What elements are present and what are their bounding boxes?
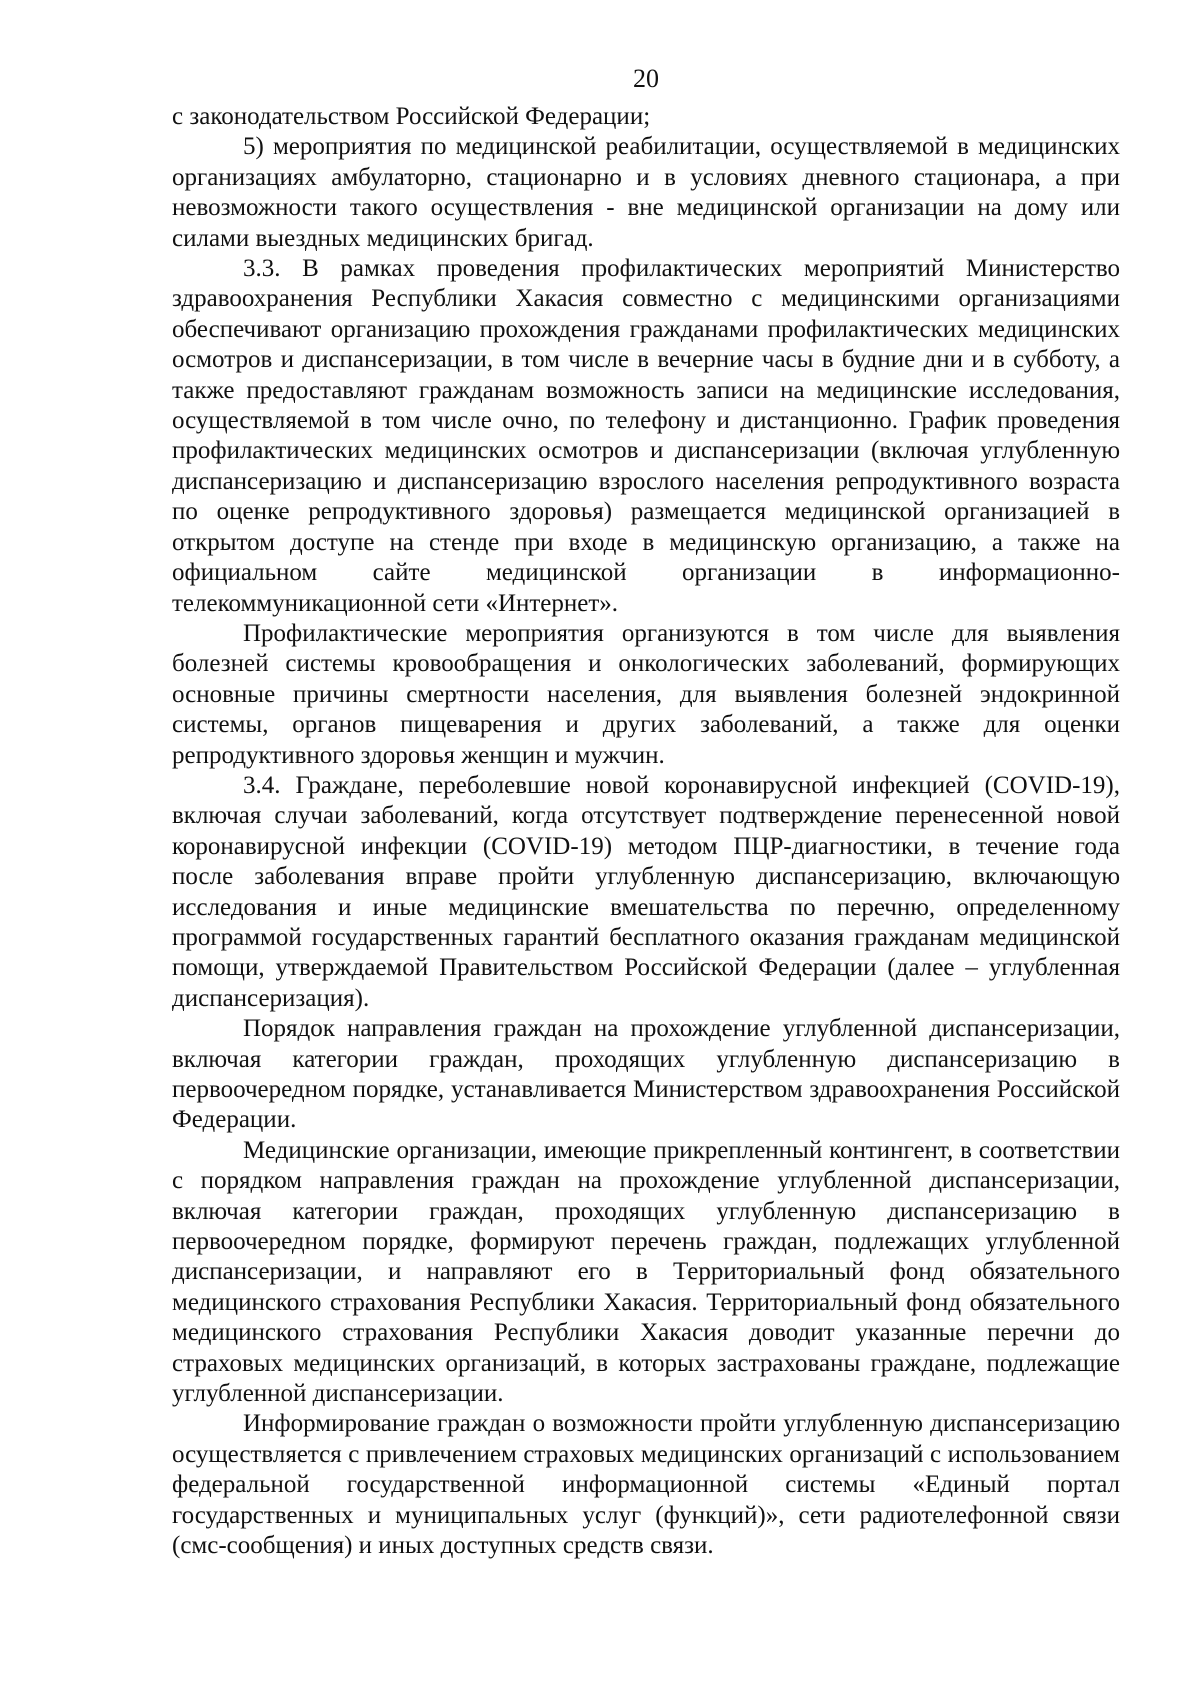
paragraph-informing-citizens: Информирование граждан о возможности пройти углубленную диспансеризацию осуществляется с привлечением страховых медицинских организаций с использованием федеральной государственной информационной системы «Единый портал государственных и муниципальных услуг (функций)», сети радиотелефонной связи (смс-сообщения) и иных доступных средств связи. <box>172 1410 1120 1560</box>
paragraph-preventive-measures: Профилактические мероприятия организуются в том числе для выявления болезней системы кровообращения и онкологических заболеваний, формирующих основные причины смертности населения, для выявления болезней эндокринной системы, органов пищеварения и других заболеваний, а также для оценки репродуктивного здоровья женщин и мужчин. <box>172 619 1120 769</box>
paragraph-referral-procedure: Порядок направления граждан на прохождение углубленной диспансеризации, включая категории граждан, проходящих углубленную диспансеризацию в первоочередном порядке, устанавливается Министерством здравоохранения Российской Федерации. <box>172 1015 1120 1134</box>
page-number: 20 <box>633 64 659 93</box>
document-body <box>172 102 1120 1562</box>
paragraph-continuation: с законодательством Российской Федерации; <box>172 103 651 130</box>
paragraph-item-5: 5) мероприятия по медицинской реабилитации, осуществляемой в медицинских организациях амбулаторно, стационарно и в условиях дневного стационара, а при невозможности такого осуществления - вне медицинской организации на дому или силами выездных медицинских бригад. <box>172 133 1120 252</box>
paragraph-3-3: 3.3. В рамках проведения профилактических мероприятий Министерство здравоохранения Республики Хакасия совместно с медицинскими организациями обеспечивают организацию прохождения гражданами профилактических медицинских осмотров и диспансеризации, в том числе в вечерние часы в будние дни и в субботу, а также предоставляют гражданам возможность записи на медицинские исследования, осуществляемой в том числе очно, по телефону и дистанционно. График проведения профилактических медицинских осмотров и диспансеризации (включая углубленную диспансеризацию и диспансеризацию взрослого населения репродуктивного возраста по оценке репродуктивного здоровья) размещается медицинской организацией в открытом доступе на стенде при входе в медицинскую организацию, а также на официальном сайте медицинской организации в информационно-телекоммуникационной сети «Интернет». <box>172 255 1120 617</box>
paragraph-3-4: 3.4. Граждане, переболевшие новой коронавирусной инфекцией (COVID-19), включая случаи заболеваний, когда отсутствует подтверждение перенесенной новой коронавирусной инфекции (COVID-19) методом ПЦР-диагностики, в течение года после заболевания вправе пройти углубленную диспансеризацию, включающую исследования и иные медицинские вмешательства по перечню, определенному программой государственных гарантий бесплатного оказания гражданам медицинской помощи, утверждаемой Правительством Российской Федерации (далее – углубленная диспансеризация). <box>172 771 1120 1012</box>
paragraph-medical-organizations: Медицинские организации, имеющие прикрепленный контингент, в соответствии с порядком направления граждан на прохождение углубленной диспансеризации, включая категории граждан, проходящих углубленную диспансеризацию в первоочередном порядке, формируют перечень граждан, подлежащих углубленной диспансеризации, и направляют его в Территориальный фонд обязательного медицинского страхования Республики Хакасия. Территориальный фонд обязательного медицинского страхования Республики Хакасия доводит указанные перечни до страховых медицинских организаций, в которых застрахованы граждане, подлежащие углубленной диспансеризации. <box>172 1136 1120 1408</box>
